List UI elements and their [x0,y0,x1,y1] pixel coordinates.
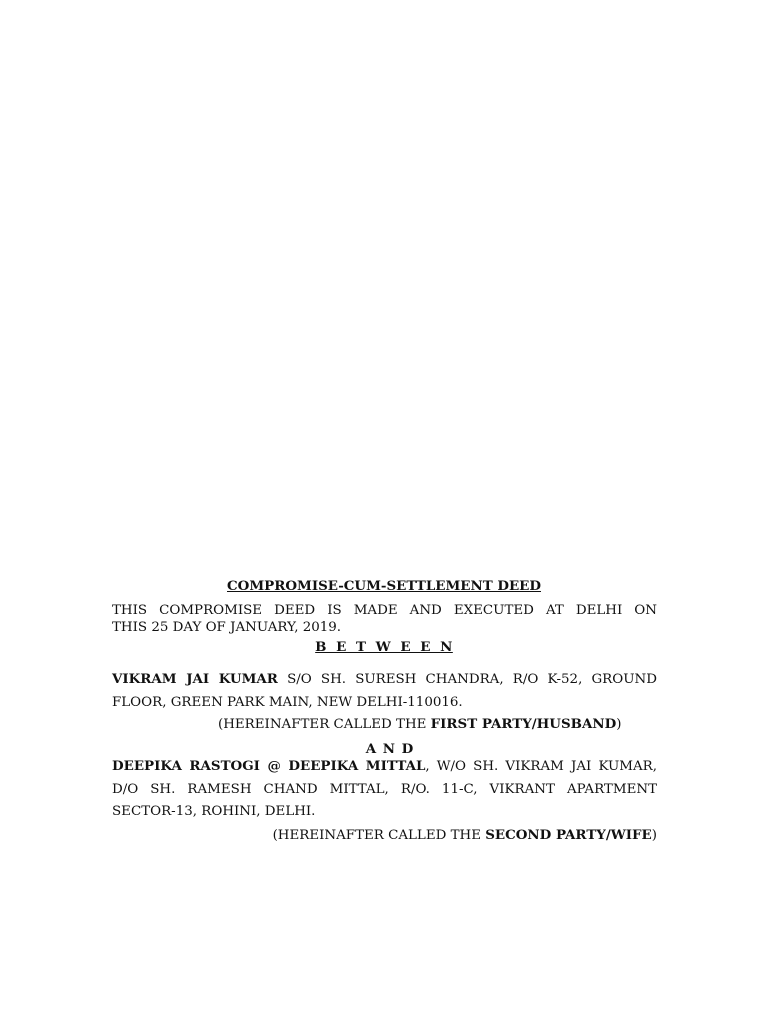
deed-intro [112,602,657,636]
second-party-line-1 [112,755,657,779]
and-separator: A N D [365,741,415,757]
second-party-hereinafter-suffix: ) [651,828,657,843]
first-party-paragraph [112,668,657,714]
first-party-name: VIKRAM JAI KUMAR [112,671,278,687]
first-party-hereinafter-suffix: ) [616,717,622,732]
first-party-role: FIRST PARTY/HUSBAND [430,716,617,732]
first-party-hereinafter-prefix: (HEREINAFTER CALLED THE [218,717,431,732]
second-party-designation [0,827,657,843]
intro-line-2: THIS 25 DAY OF JANUARY, 2019. [112,620,342,635]
between-heading: B E T W E E N [315,639,453,655]
second-party-paragraph [112,755,657,824]
second-party-details: , W/O SH. VIKRAM JAI KUMAR, [425,759,657,774]
intro-line-1: THIS COMPROMISE DEED IS MADE AND EXECUTED AT DELHI ON [112,603,657,618]
second-party-hereinafter-prefix: (HEREINAFTER CALLED THE [272,828,486,843]
first-party-line-2: FLOOR, GREEN PARK MAIN, NEW DELHI-110016. [112,695,463,710]
first-party-line-1 [112,668,657,691]
second-party-role: SECOND PARTY/WIFE [485,827,652,843]
first-party-details: S/O SH. SURESH CHANDRA, R/O K-52, GROUND [277,672,657,687]
first-party-designation [218,716,621,732]
deed-title: COMPROMISE-CUM-SETTLEMENT DEED [227,578,541,594]
second-party-name: DEEPIKA RASTOGI @ DEEPIKA MITTAL [112,758,426,774]
second-party-line-3: SECTOR-13, ROHINI, DELHI. [112,804,316,819]
second-party-line-2: D/O SH. RAMESH CHAND MITTAL, R/O. 11-C, VIKRANT APARTMENT [112,781,657,797]
